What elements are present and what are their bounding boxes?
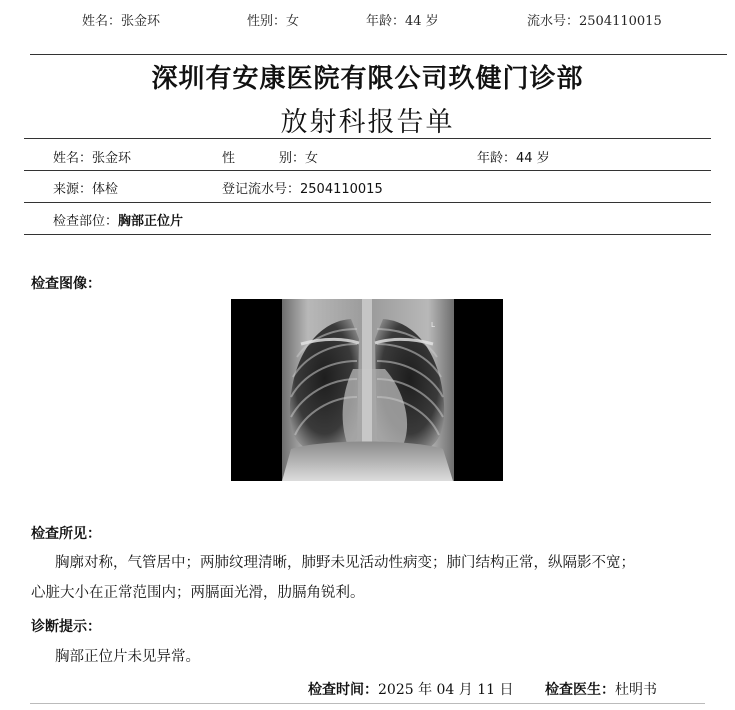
diagnosis-text: 胸部正位片未见异常。 xyxy=(55,649,200,665)
info-table-line-2 xyxy=(24,202,711,203)
header-name: 姓名：张金环 xyxy=(82,14,161,29)
info-table-bottom-line xyxy=(24,234,711,235)
header-divider xyxy=(30,54,727,55)
footer-divider xyxy=(30,703,705,704)
registration-serial-value: 2504110015 xyxy=(300,182,383,197)
patient-age-value: 44 岁 xyxy=(516,151,550,166)
header-age: 年龄：44 岁 xyxy=(366,14,439,29)
chest-xray-image xyxy=(231,299,503,481)
header-serial: 流水号：2504110015 xyxy=(527,14,662,29)
info-table-line-1 xyxy=(24,170,711,171)
exam-part-value: 胸部正位片 xyxy=(118,214,184,229)
patient-name: 姓名：张金环 xyxy=(53,151,132,166)
patient-age-label: 年龄： xyxy=(477,151,517,166)
exam-time-value: 2025 年 04 月 11 日 xyxy=(378,682,514,698)
exam-doctor-label: 检查医生： xyxy=(545,682,615,698)
findings-line-2: 心脏大小在正常范围内；两膈面光滑，肋膈角锐利。 xyxy=(31,585,365,601)
patient-source: 来源：体检 xyxy=(53,182,119,197)
exam-part xyxy=(53,210,183,229)
registration-serial xyxy=(222,178,383,197)
hospital-title: 深圳有安康医院有限公司玖健门诊部 xyxy=(151,64,584,94)
exam-doctor-value: 杜明书 xyxy=(615,682,657,698)
registration-serial-label: 登记流水号： xyxy=(222,182,301,197)
exam-time-label: 检查时间： xyxy=(308,682,378,698)
exam-part-label: 检查部位： xyxy=(53,214,119,229)
findings-line-1: 胸廓对称，气管居中；两肺纹理清晰，肺野未见活动性病变；肺门结构正常，纵隔影不宽； xyxy=(55,555,635,571)
xray-side-marker: L xyxy=(431,321,435,329)
header-sex: 性别：女 xyxy=(247,14,300,29)
image-section-label: 检查图像： xyxy=(31,276,101,292)
info-table-top-line xyxy=(24,138,711,139)
patient-sex-value: 别：女 xyxy=(279,151,319,166)
exam-time xyxy=(308,679,514,699)
diagnosis-label: 诊断提示： xyxy=(31,619,101,635)
patient-sex-label: 性 xyxy=(222,151,236,166)
findings-label: 检查所见： xyxy=(31,526,101,542)
report-title: 放射科报告单 xyxy=(280,107,455,138)
exam-doctor xyxy=(545,679,657,699)
patient-age xyxy=(477,147,550,166)
